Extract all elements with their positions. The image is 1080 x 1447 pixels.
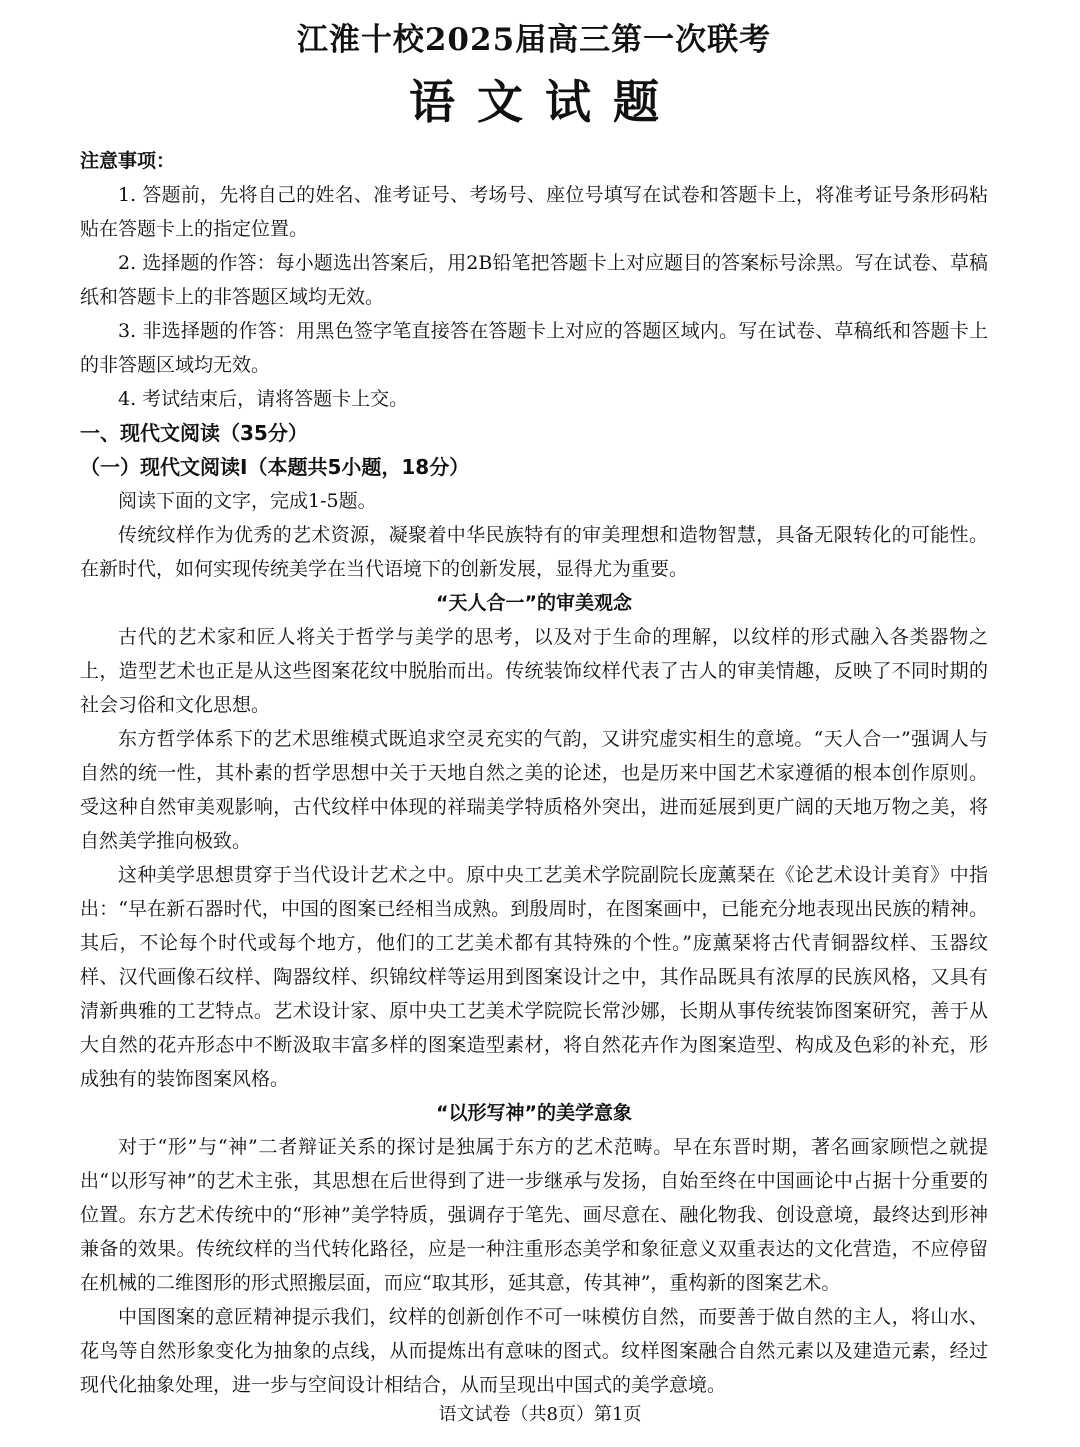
notice-item-4: 4. 考试结束后，请将答题卡上交。 [118, 388, 409, 410]
subsection-heading: （一）现代文阅读Ⅰ（本题共5小题，18分） [80, 455, 470, 479]
passage-paragraph: 中国图案的意匠精神提示我们，纹样的创新创作不可一味模仿自然，而要善于做自然的主人，将山水、花鸟等自然形象变化为抽象的点线，从而提炼出有意味的图式。纹样图案融合自然元素以及建造元素，经过现代化抽象处理，进一步与空间设计相结合，从而呈现出中国式的美学意境。 [80, 1306, 988, 1396]
passage-paragraph: 古代的艺术家和匠人将关于哲学与美学的思考，以及对于生命的理解，以纹样的形式融入各类器物之上，造型艺术也正是从这些图案花纹中脱胎而出。传统装饰纹样代表了古人的审美情趣，反映了不同时期的社会习俗和文化思想。 [80, 626, 988, 716]
notice-item-2: 2. 选择题的作答：每小题选出答案后，用2B铅笔把答题卡上对应题目的答案标号涂黑。写在试卷、草稿纸和答题卡上的非答题区域均无效。 [80, 252, 988, 308]
subject-title: 语文试题 [409, 75, 681, 129]
passage-paragraph: 这种美学思想贯穿于当代设计艺术之中。原中央工艺美术学院副院长庞薰琹在《论艺术设计美育》中指出：“早在新石器时代，中国的图案已经相当成熟。到殷周时，在图案画中，已能充分地表现出民族的精神。其后，不论每个时代或每个地方，他们的工艺美术都有其特殊的个性。”庞薰琹将古代青铜器纹样、玉器纹样、汉代画像石纹样、陶器纹样、织锦纹样等运用到图案设计之中，其作品既具有浓厚的民族风格，又具有清新典雅的工艺特点。艺术设计家、原中央工艺美术学院院长常沙娜，长期从事传统装饰图案研究，善于从大自然的花卉形态中不断汲取丰富多样的图案造型素材，将自然花卉作为图案造型、构成及色彩的补充，形成独有的装饰图案风格。 [80, 864, 988, 1090]
passage-subheading-2: “以形写神”的美学意象 [436, 1102, 632, 1124]
notice-heading: 注意事项： [80, 150, 176, 172]
passage-paragraph: 东方哲学体系下的艺术思维模式既追求空灵充实的气韵，又讲究虚实相生的意境。“天人合一”强调人与自然的统一性，其朴素的哲学思想中关于天地自然之美的论述，也是历来中国艺术家遵循的根本创作原则。受这种自然审美观影响，古代纹样中体现的祥瑞美学特质格外突出，进而延展到更广阔的天地万物之美，将自然美学推向极致。 [80, 728, 988, 852]
page-footer: 语文试卷（共8页）第1页 [438, 1404, 642, 1425]
notice-item-3: 3. 非选择题的作答：用黑色签字笔直接答在答题卡上对应的答题区域内。写在试卷、草稿纸和答题卡上的非答题区域均无效。 [80, 320, 988, 376]
section-heading: 一、现代文阅读（35分） [80, 421, 308, 445]
passage-subheading-1: “天人合一”的审美观念 [436, 592, 632, 614]
exam-name: 江淮十校2025届高三第一次联考 [296, 22, 772, 58]
notice-item-1: 1. 答题前，先将自己的姓名、准考证号、考场号、座位号填写在试卷和答题卡上，将准考证号条形码粘贴在答题卡上的指定位置。 [80, 184, 988, 240]
reading-instruction: 阅读下面的文字，完成1-5题。 [118, 490, 377, 512]
passage-paragraph: 对于“形”与“神”二者辩证关系的探讨是独属于东方的艺术范畴。早在东晋时期，著名画家顾恺之就提出“以形写神”的艺术主张，其思想在后世得到了进一步继承与发扬，自始至终在中国画论中占据十分重要的位置。东方艺术传统中的“形神”美学特质，强调存于笔先、画尽意在、融化物我、创设意境，最终达到形神兼备的效果。传统纹样的当代转化路径，应是一种注重形态美学和象征意义双重表达的文化营造，不应停留在机械的二维图形的形式照搬层面，而应“取其形，延其意，传其神”，重构新的图案艺术。 [80, 1136, 988, 1294]
passage-intro: 传统纹样作为优秀的艺术资源，凝聚着中华民族特有的审美理想和造物智慧，具备无限转化的可能性。在新时代，如何实现传统美学在当代语境下的创新发展，显得尤为重要。 [80, 524, 988, 580]
